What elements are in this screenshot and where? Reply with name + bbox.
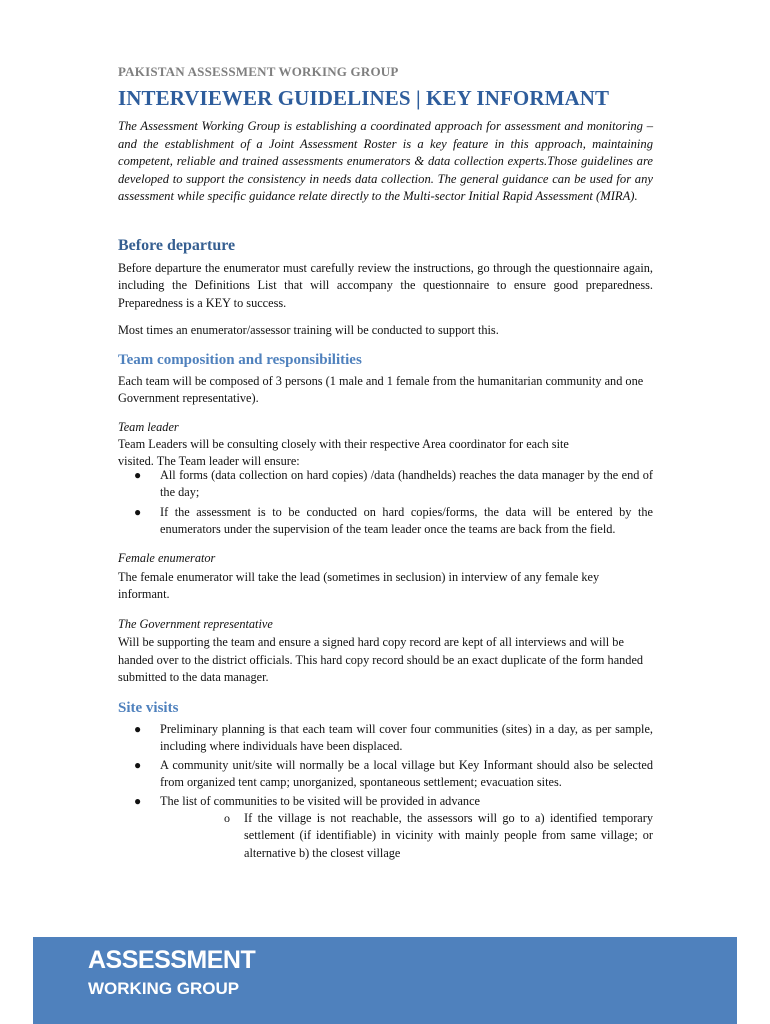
list-item-text: All forms (data collection on hard copies) /data (handhelds) reaches the data manager by the end of the day;: [160, 468, 653, 500]
footer-title-line-2: WORKING GROUP: [88, 979, 240, 998]
team-leader-bullet-list: [118, 467, 653, 541]
intro-paragraph: The Assessment Working Group is establishing a coordinated approach for assessment and monitoring – and the establishment of a Joint Assessment Roster is a key feature in this approach, maintaining competent, reliable and trained assessments enumerators & data collection experts.Those guidelines are developed to support the consistency in needs data collection. The general guidance can be used for any assessment while specific guidance relate directly to the Multi-sector Initial Rapid Assessment (MIRA).: [118, 119, 653, 204]
team-leader-line-1: Team Leaders will be consulting closely with their respective Area coordinator for each site: [118, 437, 569, 451]
training-paragraph: Most times an enumerator/assessor training will be conducted to support this.: [118, 323, 499, 337]
site-visits-bullet-list: [118, 721, 653, 863]
organization-name: PAKISTAN ASSESSMENT WORKING GROUP: [118, 64, 399, 79]
site-visits-heading: Site visits: [118, 700, 179, 716]
footer-title-line-1: ASSESSMENT: [88, 946, 256, 974]
female-enumerator-subheading: Female enumerator: [118, 551, 216, 565]
list-item: [118, 757, 653, 792]
list-item-text: The list of communities to be visited will be provided in advance: [160, 793, 480, 808]
bullet-icon: ●: [134, 504, 142, 519]
list-item: [118, 793, 653, 863]
site-visits-sub-list: [160, 810, 653, 862]
list-item: [118, 504, 653, 539]
bullet-icon: ●: [134, 757, 142, 772]
female-enumerator-paragraph: The female enumerator will take the lead (sometimes in seclusion) in interview of any female key informant.: [118, 570, 600, 602]
list-item-text: Preliminary planning is that each team will cover four communities (sites) in a day, as per sample, including where individuals have been displaced.: [160, 722, 653, 754]
list-item-text: If the assessment is to be conducted on hard copies/forms, the data will be entered by the enumerators under the supervision of the team leader once the teams are back from the field.: [160, 504, 653, 537]
before-departure-heading: Before departure: [118, 237, 236, 254]
team-composition-paragraph: Each team will be composed of 3 persons (1 male and 1 female from the humanitarian community and one Government representative).: [118, 374, 644, 406]
team-leader-paragraph: [118, 436, 653, 469]
bullet-icon: ●: [134, 793, 142, 808]
government-representative-paragraph: Will be supporting the team and ensure a signed hard copy record are kept of all interviews and will be handed over to the district officials. This hard copy record should be an exact duplicate of the form handed submitted to the data manager.: [118, 635, 644, 685]
government-representative-subheading: The Government representative: [118, 617, 273, 631]
before-departure-paragraph: Before departure the enumerator must carefully review the instructions, go through the questionnaire again, including the Definitions List that will accompany the questionnaire to ensure good preparedness. Preparedness is a KEY to success.: [118, 261, 653, 310]
circle-bullet-icon: o: [224, 811, 230, 826]
sub-list-item-text: If the village is not reachable, the assessors will go to a) identified temporary settlement (if identifiable) in vicinity with mainly people from same village; or alternative b) the closest village: [244, 811, 653, 860]
list-item: [118, 467, 653, 502]
team-leader-line-2: visited. The Team leader will ensure:: [118, 453, 300, 468]
bullet-icon: ●: [134, 722, 142, 736]
document-title: INTERVIEWER GUIDELINES | KEY INFORMANT: [118, 86, 610, 110]
bullet-icon: ●: [134, 468, 142, 482]
team-leader-subheading: Team leader: [118, 420, 179, 434]
list-item: [118, 721, 653, 756]
team-composition-heading: Team composition and responsibilities: [118, 352, 362, 368]
sub-list-item: [160, 810, 653, 862]
list-item-text: A community unit/site will normally be a local village but Key Informant should also be selected from organized tent camp; unorganized, spontaneous settlement; evacuation sites.: [160, 757, 653, 790]
footer-banner: [33, 937, 737, 1024]
